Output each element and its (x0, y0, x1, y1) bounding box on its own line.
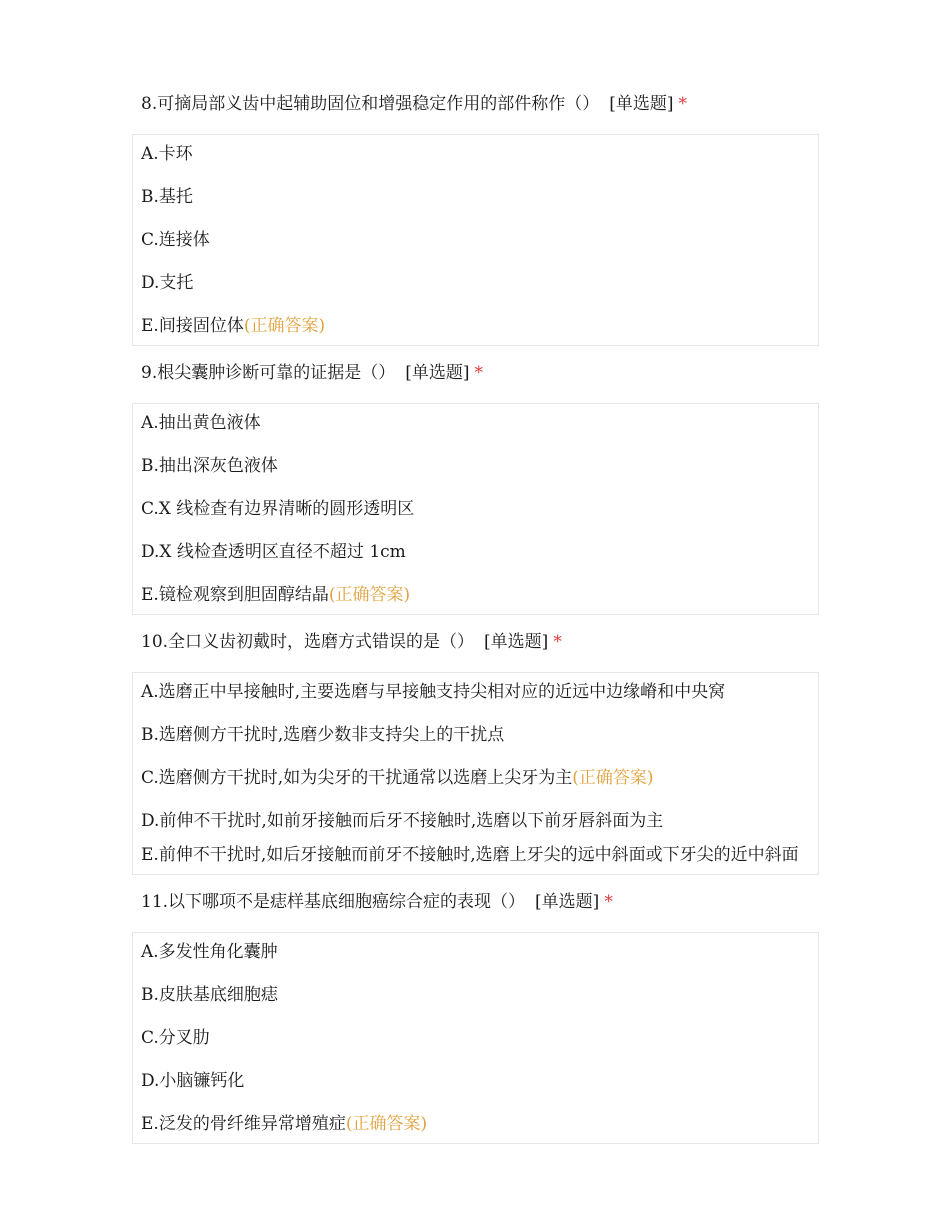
correct-answer-tag: (正确答案) (328, 585, 411, 605)
option-a[interactable]: A.选磨正中早接触时,主要选磨与早接触支持尖相对应的近远中边缘嵴和中央窝 (141, 682, 726, 702)
quiz-content (132, 92, 819, 1159)
question-title-row (132, 361, 819, 391)
option-c[interactable]: C.X 线检查有边界清晰的圆形透明区 (141, 499, 415, 519)
option-e[interactable]: E.前伸不干扰时,如后牙接触而前牙不接触时,选磨上牙尖的远中斜面或下牙尖的近中斜面 (141, 845, 799, 865)
question-title-row (132, 92, 819, 122)
options-box (132, 932, 819, 1144)
option-d[interactable]: D.支托 (141, 273, 194, 293)
correct-answer-tag: (正确答案) (243, 316, 326, 336)
question-title-row (132, 630, 819, 660)
option-a[interactable]: A.卡环 (141, 144, 193, 164)
option-b[interactable]: B.皮肤基底细胞痣 (141, 985, 278, 1005)
option-a[interactable]: A.多发性角化囊肿 (141, 942, 278, 962)
question-type: [单选题] (484, 632, 549, 652)
option-d[interactable]: D.前伸不干扰时,如前牙接触而后牙不接触时,选磨以下前牙唇斜面为主 (141, 811, 664, 831)
options-box (132, 134, 819, 346)
option-c[interactable]: C.选磨侧方干扰时,如为尖牙的干扰通常以选磨上尖牙为主(正确答案) (141, 768, 654, 788)
required-mark: * (474, 363, 483, 383)
option-e[interactable]: E.泛发的骨纤维异常增殖症(正确答案) (141, 1114, 428, 1134)
question-title: 9.根尖囊肿诊断可靠的证据是（） (141, 363, 396, 383)
option-a[interactable]: A.抽出黄色液体 (141, 413, 261, 433)
option-d[interactable]: D.小脑镰钙化 (141, 1071, 245, 1091)
question-type: [单选题] (535, 892, 600, 912)
option-b[interactable]: B.抽出深灰色液体 (141, 456, 278, 476)
question-title: 10.全口义齿初戴时，选磨方式错误的是（） (141, 632, 475, 652)
question-title-row (132, 890, 819, 920)
question-title: 11.以下哪项不是痣样基底细胞癌综合症的表现（） (141, 892, 526, 912)
option-d[interactable]: D.X 线检查透明区直径不超过 1cm (141, 542, 406, 562)
correct-answer-tag: (正确答案) (345, 1114, 428, 1134)
required-mark: * (678, 94, 687, 114)
required-mark: * (604, 892, 613, 912)
option-b[interactable]: B.选磨侧方干扰时,选磨少数非支持尖上的干扰点 (141, 725, 505, 745)
question-9 (132, 361, 819, 615)
option-e[interactable]: E.镜检观察到胆固醇结晶(正确答案) (141, 585, 411, 605)
option-e[interactable]: E.间接固位体(正确答案) (141, 316, 326, 336)
options-box (132, 403, 819, 615)
option-c[interactable]: C.连接体 (141, 230, 210, 250)
correct-answer-tag: (正确答案) (572, 768, 654, 788)
question-type: [单选题] (405, 363, 470, 383)
question-10 (132, 630, 819, 875)
option-c[interactable]: C.分叉肋 (141, 1028, 210, 1048)
question-8 (132, 92, 819, 346)
question-11 (132, 890, 819, 1144)
options-box (132, 672, 819, 875)
required-mark: * (553, 632, 562, 652)
option-b[interactable]: B.基托 (141, 187, 193, 207)
question-title: 8.可摘局部义齿中起辅助固位和增强稳定作用的部件称作（） (141, 94, 600, 114)
question-type: [单选题] (609, 94, 674, 114)
